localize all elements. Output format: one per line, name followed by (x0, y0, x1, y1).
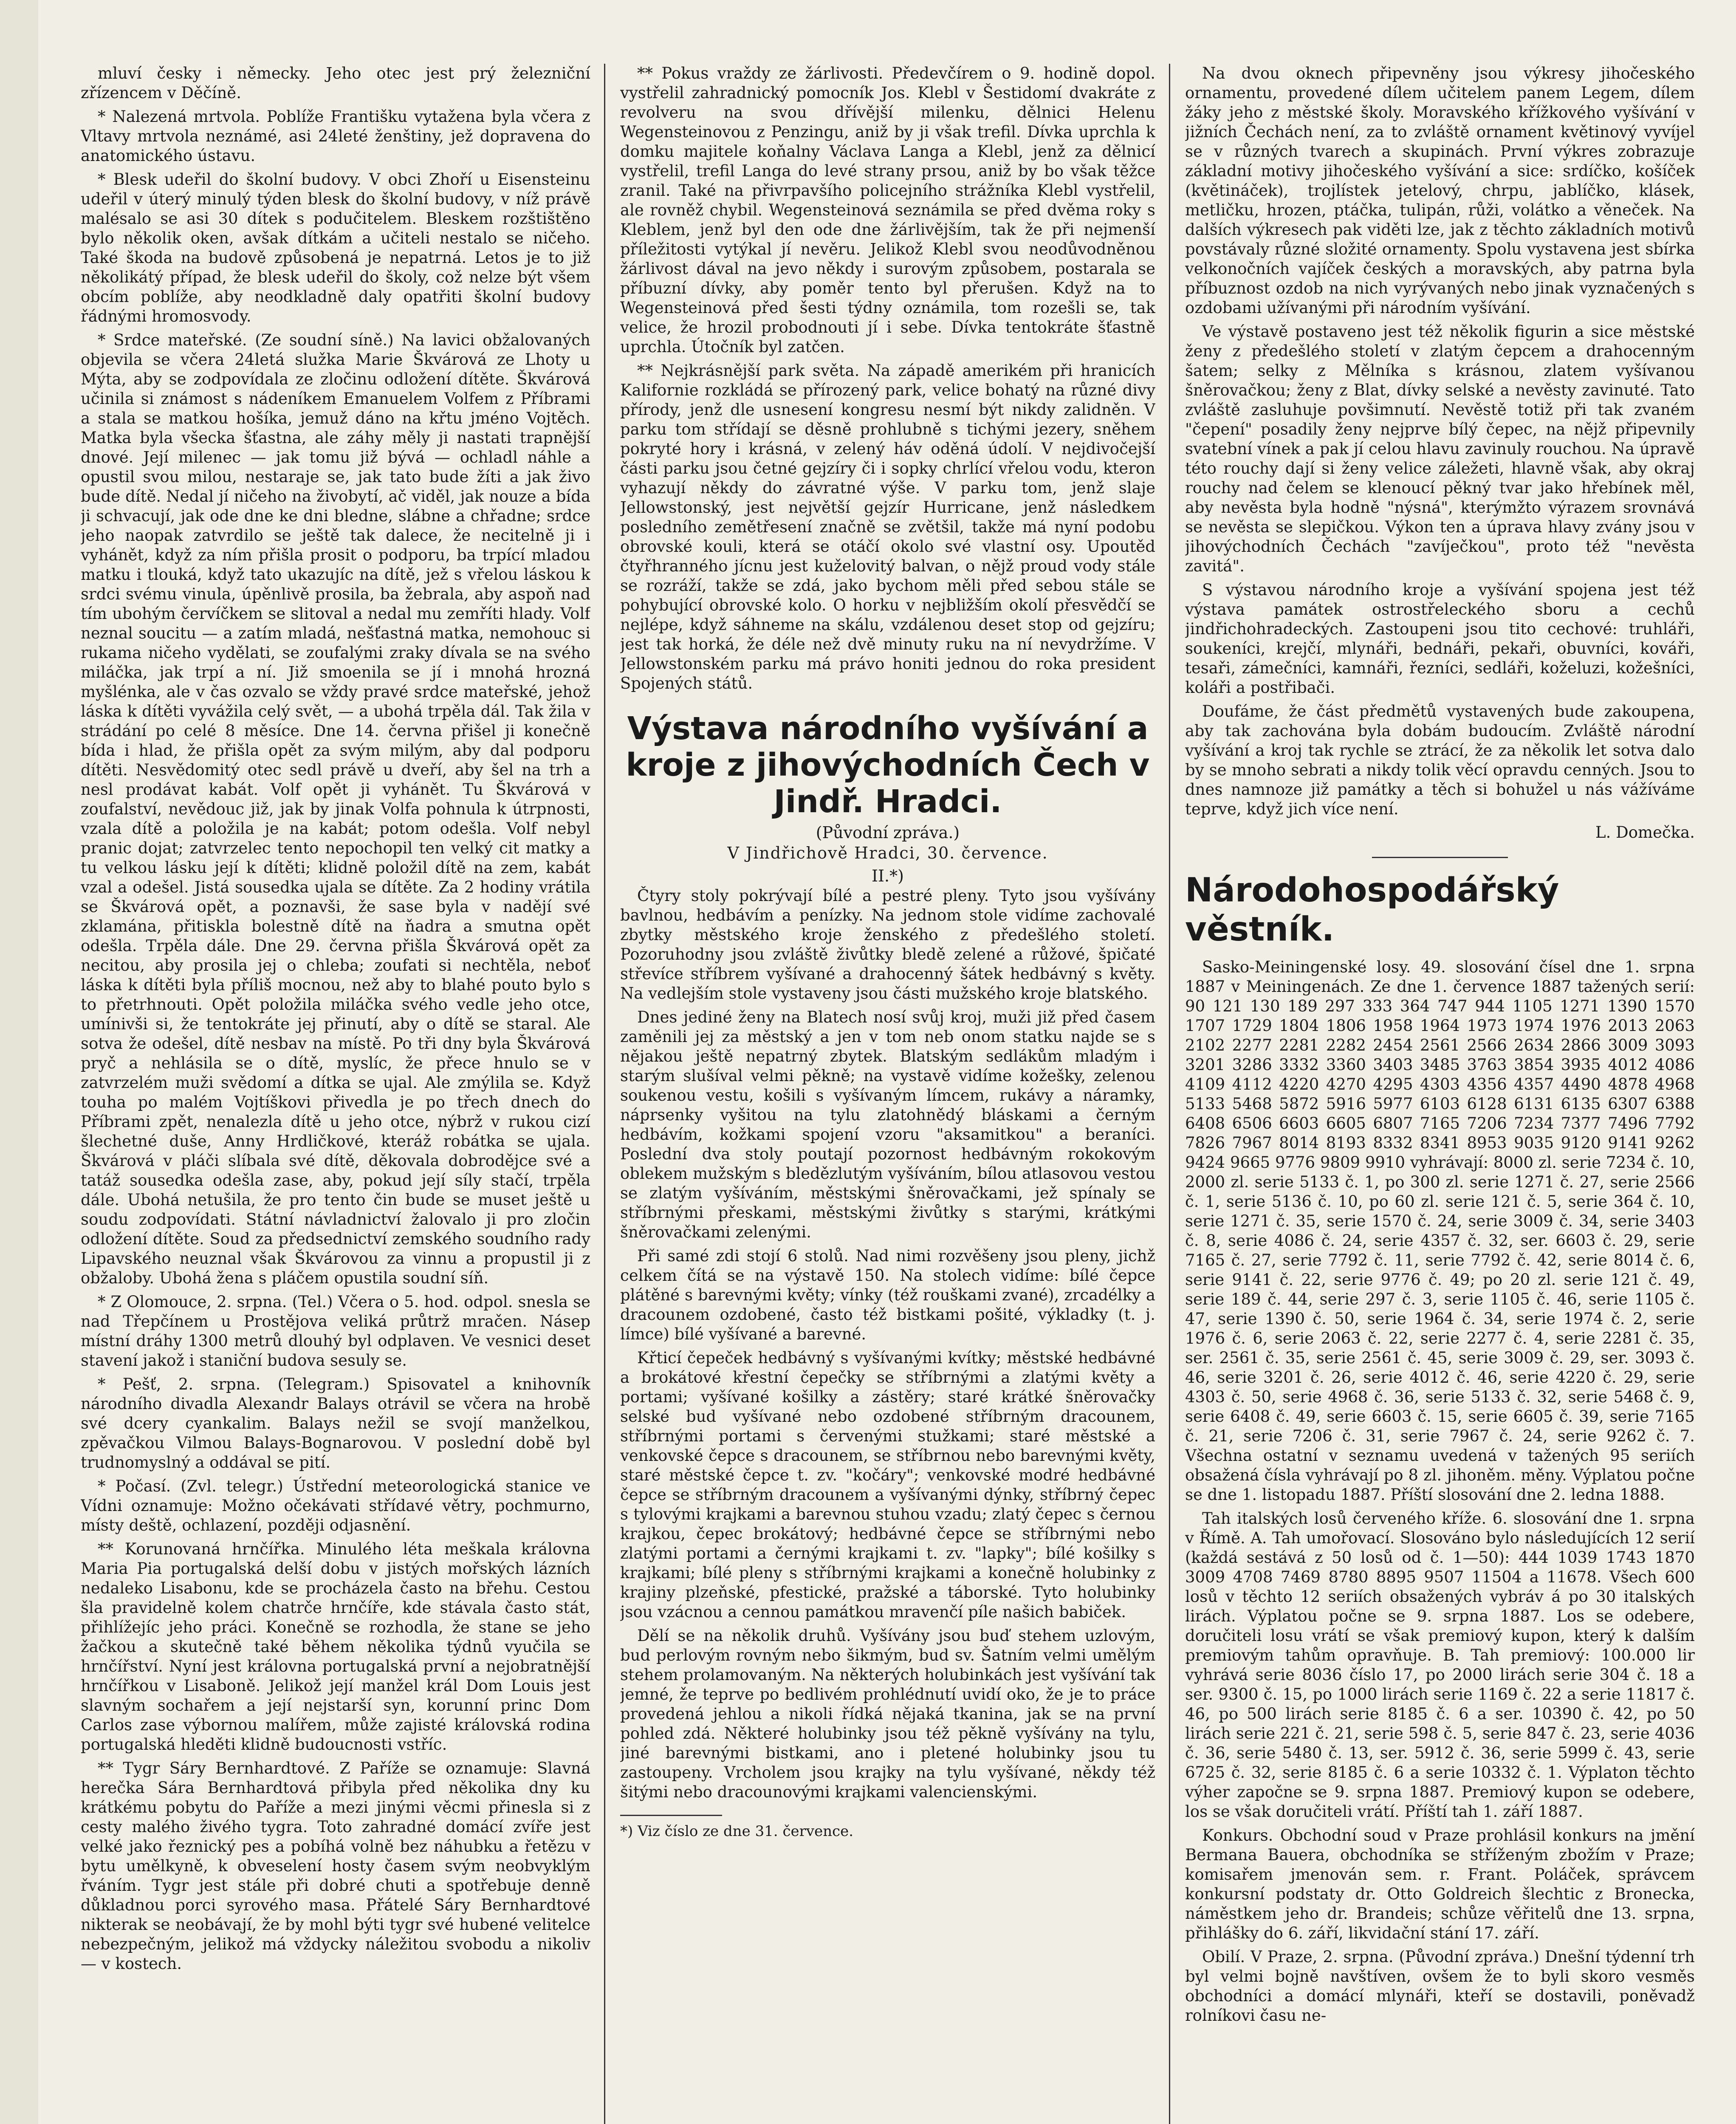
news-paragraph: ** Korunovaná hrnčířka. Minulého léta meškala královna Maria Pia portugalská delší dobu v jistých mořských lázních nedaleko Lisabonu, kde se procházela často na břehu. Cestou šla pravidelně kolem chatrče hrnčíře, kde stávala často stát, přihlížejíc jeho práci. Konečně se rozhodla, že stane se jeho žačkou a skutečně také během několika týdnů vyučila se hrnčířství. Nyní jest královna portugalská první a nejobratnější hrnčířkou v Lisaboně. Jelikož její manžel král Dom Louis jest slavným sochařem a její nejstarší syn, korunní princ Dom Carlos zase výbornou malířem, může zajisté královská rodina portugalská hleděti klidně budoucnosti vstříc. (81, 1540, 590, 1754)
economic-paragraph: Tah italských losů červeného kříže. 6. slosování dne 1. srpna v Římě. A. Tah umořovací. Slosováno bylo následujících 12 serií (každá sestává z 50 losů od č. 1—50): 444 1039 1743 1870 3009 4708 7469 8780 8895 9507 11504 a 11678. Všech 600 losů v těchto 12 seriích obsažených vybráv á po 30 italských lirách. Výplatou počne se 9. srpna 1887. Los se odebere, doručiteli losu vrátí se však premiový kupon, který k dalším premiovým tahům opravňuje. B. Tah premiový: 100.000 lir vyhrává serie 8036 číslo 17, po 2000 lirách serie 304 č. 18 a ser. 9300 č. 15, po 1000 lirách serie 1169 č. 22 a serie 11817 č. 46, po 500 lirách serie 8185 č. 6 a ser. 10390 č. 42, po 50 lirách serie 221 č. 21, serie 598 č. 5, serie 847 č. 23, serie 4036 č. 36, serie 5480 č. 13, ser. 5912 č. 36, serie 5999 č. 43, serie 6725 č. 32, serie 8185 č. 6 a serie 10332 č. 1. Výplaton těchto výher započne se 9. srpna 1887. Premiový kupon se odebere, los se však doručiteli vrátí. Příští tah 1. září 1887. (1185, 1509, 1695, 1821)
scan-margin (0, 0, 38, 2124)
author-signature: L. Domečka. (1595, 823, 1695, 842)
article-paragraph: Dělí se na několik druhů. Vyšívány jsou buď stehem uzlovým, bud perlovým rovným nebo šikmým, bud sv. Šatním velmi umělým stehem prolamovaným. Na některých holubinkách jest vyšívání tak jemné, že teprve po bedlivém prohlédnutí uvidí oko, že je to práce provedená jehlou a nikoli řídká nějaká tkanina, jak se na první pohled zdá. Některé holubinky jsou též pěkně vyšívány na tylu, jiné barevnými bistkami, ano i pletené holubinky jsou tu zastoupeny. Vrcholem jsou krajky na tylu vyšívané, někdy též šitými nebo dracounovými krajkami valencienskými. (620, 1627, 1155, 1801)
news-paragraph: * Blesk udeřil do školní budovy. V obci Zhoří u Eisensteinu udeřil v úterý minulý týden blesk do školní budovy, v níž právě malésalo se asi 30 dítek s podučitelem. Bleskem rozštištěno bylo několik oken, avšak dítkám a učiteli nestalo se ničeho. Také škoda na budově způsobená je nepatrná. Letos je to již několikátý případ, že blesk udeřil do školy, což nelze být všem obcím poblíže, aby neodkladně daly opatřiti školní budovy řádnými hromosvody. (81, 170, 590, 325)
news-paragraph: ** Pokus vraždy ze žárlivosti. Předevčírem o 9. hodině dopol. vystřelil zahradnický pomocník Jos. Klebl v Šestidomí dvakráte z revolveru na svou dřívější milenku, dělnici Helenu Wegensteinovou z Penzingu, aniž by ji však trefil. Dívka uprchla k domku majitele koňalny Václava Langa a Klebl, jenž za dělnicí vystřelil, trefil Langa do levé strany prsou, aniž by bo však těžce zranil. Také na přivrpavšího policejního strážníka Klebl vystřelil, ale rovněž chybil. Wegensteinová seznámila se před dvěma roky s Kleblem, jenž byl den ode dne žárlivějším, tak že při nejmenší příležitosti vytýkal jí nevěru. Jelikož Klebl svou neodůvodněnou žárlivost dával na jevo někdy i surovým způsobem, postarala se příbuzní dívky, aby poměr tento byl přerušen. Když na to Wegensteinová před šesti týdny oznámila, tom rozešli se, tak velice, že hrozil probodnouti jí i sebe. Dívka tentokráte šťastně uprchla. Útočník byl zatčen. (620, 64, 1155, 356)
news-paragraph: ** Nejkrásnější park světa. Na západě amerikém při hranicích Kalifornie rozkládá se přírozený park, velice bohatý na různé divy přírody, jenž dle usnesení kongresu nesmí být nikdy zalidněn. V parku tom střídají se děsně prohlubně s tichými jezery, sněhem pokryté hory i krásná, v zelený háv oděná údolí. V nejdivočejší části parku jsou četné gejzíry či i sopky chrlící vřelou vodu, kteron vyhazují někdy do závratné výše. V parku tom, jenž slaje Jellowstonský, jest největší gejzír Hurricane, jenž následkem posledního zemětřesení značně se zvětšil, takže má nyní podobu obrovské kouli, která se otáčí okolo své vlastní osy. Upoutěd čtyřhranného jícnu jest kuželovitý balvan, o nějž proud vody stále se rozráží, takže se zdá, jako bychom měli před sebou stále se pohybující obrovské kolo. O horku v nejbližším okolí přesvědčí se nejlépe, když sáhneme na skálu, vzdálenou deset stop od gejzíru; jest tak horká, že déle než dvě minuty ruku na ní nevydržíme. V Jellowstonském parku má právo honiti jednou do roka president Spojených států. (620, 362, 1155, 692)
column-3 (1185, 64, 1695, 2124)
column-rule (1169, 64, 1170, 2124)
column-2-news (620, 64, 1155, 693)
exhibition-article (620, 886, 1155, 1802)
newspaper-page (81, 64, 1695, 2124)
exhibition-footnote: *) Viz číslo ze dne 31. července. (620, 1823, 854, 1840)
article-paragraph: Křticí čepeček hedbávný s vyšívanými kvítky; městské hedbávné a brokátové křestní čepečky se stříbrnými a zlatými květy a portami; vyšívané košilky a zástěry; staré krátké šněrovačky selské bud vyšívané nebo ozdobené stříbrným dracounem, stříbrnými portami s červenými stužkami; staré městské a venkovské čepce s dracounem, se stříbrnou nebo barevnými květy, staré městské čepce t. zv. "kočáry"; venkovské modré hedbávné čepce se stříbrným dracounem a vyšívanými dýnky, stříbrný čepec s tylovými krajkami a barevnou stuhou vzadu; zlatý čepec s černou krajkou, čepec brokátový; hedbávné čepce se stříbrnými nebo zlatými portami a černými krajkami t. zv. "lapky"; bílé košilky s krajkami; bílé pleny s stříbrnými krajkami a konečně holubinky z krajiny plzeňské, pfestické, pražské a táborské. Tyto holubinky jsou vzácnou a cennou památkou mravenčí píle našich babiček. (620, 1349, 1155, 1621)
column-rule (604, 64, 605, 2124)
news-paragraph: * Nalezená mrtvola. Poblíže Františku vytažena byla včera z Vltavy mrtvola neznámé, asi 24leté ženštiny, jež dopravena do anatomického ústavu. (81, 107, 590, 165)
exhibition-part: II.*) (872, 867, 904, 885)
economic-article (1185, 957, 1695, 2025)
exhibition-continuation (1185, 64, 1695, 819)
article-paragraph: Dnes jediné ženy na Blatech nosí svůj kroj, muži již před časem zaměnili jej za městský a jen v tom neb onom statku najde se s nějakou ještě nepatrný zbytek. Blatským sedlákům mladým i starým slušíval velmi pěkně; na vystavě vidíme kožešky, zelenou soukenou vestu, košili s vyšívaným límcem, rukávy a náramky, náprsenky vyšitou na tylu zlatohnědý bláskami a černým hedbávím, kožkami spojení vzoru "aksamitkou" a beraníci. Poslední dva stoly poutají pozornost hedbávným rokokovým oblekem mužským s bledězlutým vyšíváním, bílou atlasovou vestou se zlatým vyšíváním, městskými šněrovačkami, jež spínaly se stříbrnými přeskami, městskými živůtky s starými, krátkými šněrovačkami zelenými. (620, 1008, 1155, 1241)
news-paragraph: * Srdce mateřské. (Ze soudní síně.) Na lavici obžalovaných objevila se včera 24letá služka Marie Škvárová ze Lhoty u Mýta, aby se zodpovídala ze zločinu odložení dítěte. Škvárová učinila si známost s nádeníkem Emanuelem Volfem z Příbrami a stala se matkou hošíka, jemuž dáno na křtu jméno Vojtěch. Matka byla všecka šťastna, ale záhy měly ji nastati trapnější dnové. Její milenec — jak tomu již bývá — ochladl náhle a opustil svou milou, nestaraje se, jak tato bude žíti a jak živo bude dítě. Nedal jí ničeho na živobytí, ač viděl, jak nouze a bída ji schvacují, jak ode dne ke dni bledne, slábne a chřadne; srdce jeho naopak zatvrdilo se ještě tak dalece, že necitelně ji i vyhánět, když za ním přišla prosit o podporu, ba trpící mladou matku i tlouká, když tato ukazujíc na dítě, jež s vřelou láskou k srdci svému vinula, úpěnlivě prosila, ba žebrala, aby aspoň nad tím ubohým červíčkem se slitoval a nedal mu zemříti hlady. Volf neznal soucitu — a zatím mladá, nešťastná matka, nemohouc si rukama ničeho vydělati, se zoufalými zraky dívala se na svého miláčka, jak trpí a ní. Již smoenila se jí i mnohá hrozná myšlénka, ale v čas ozvalo se vždy pravé srdce mateřské, jehož láska k dítěti vyvážila celý svět, — a ubohá trpěla dál. Tak žila v strádání po celé 8 měsíce. Dne 14. června přišel ji konečně bída i hlad, že přišla opět za svým milým, aby dal podporu dítěti. Nesvědomitý otec sedl právě u dveří, aby šel na trh a nesl prodávat kabát. Volf opět ji vyhánět. Tu Škvárová v zoufalství, nevědouc již, jak by jinak Volfa pohnula k útrpnosti, vzala dítě a položila je na kabát; potom odešla. Volf nebyl pranic dojat; zatvrzelec tento nepochopil ten velký cit matky a tu velkou lásku její k dítěti; klidně položil dítě na zem, kabát vzal a odešel. Jistá sousedka ujala se dítěte. Za 2 hodiny vrátila se Škvárová opět, a poznavši, že sase byla v nadějí své zklamána, přitiskla bolestně dítě na ňadra a smutna opět odešla. Trpěla dále. Dne 29. června přišla Škvárová opět za necitou, aby prosila jej o chleba; zoufati si nechtěla, neboť láska k dítěti byla příliš mocnou, než aby to blahé pouto bylo s to přetrhnouti. Opět položila miláčka svého vedle jeho otce, umínivši si, že tentokráte jej přinutí, aby o dítě se staral. Ale sotva že odešel, dítě nesbav na místě. Po tři dny byla Škvárová pryč a nehlásila se o dítě, myslíc, že přece hnulo se v zatvrzelém muži svědomí a dítka se ujal. Ale zmýlila se. Když touha po malém Vojtíškovi přivedla je po třech dnech do Příbrami zpět, nenalezla dítě u jeho otce, nýbrž v rukou cizí šlechetné duše, Anny Hrdličkové, kteráž robátka se ujala. Škvárová v pláči slíbala své dítě, děkovala dobrodějce své a tatáž sousedka odešla zase, aby, pokud její síly stačí, trpěla dále. Ubohá netušila, že pro tento čin bude se muset ještě u soudu zodpovídati. Státní návladnictví žalovalo ji pro zločin odložení dítěte. Soud za předsednictví zemského soudního rady Lipavského neuznal však Škvárovou za vinnu a propustil ji z obžaloby. Ubohá žena s pláčem opustila soudní síň. (81, 331, 590, 1287)
section-divider (1372, 857, 1508, 858)
news-paragraph: * Z Olomouce, 2. srpna. (Tel.) Včera o 5. hod. odpol. snesla se nad Třepčínem u Prostějova veliká průtrž mračen. Násep místní dráhy 1300 metrů dlouhý byl odplaven. Ve vesnici deset stavení jakož i staniční budova sesuly se. (81, 1293, 590, 1370)
exhibition-source: (Původní zpráva.) (816, 823, 960, 842)
exhibition-dateline: V Jindřichově Hradci, 30. července. (727, 844, 1048, 862)
exhibition-title: Výstava národního vyšívání a kroje z jihovýchodních Čech v Jindř. Hradci. (626, 710, 1150, 820)
economic-paragraph: Sasko-Meiningenské losy. 49. slosování čísel dne 1. srpna 1887 v Meiningenách. Ze dne 1. července 1887 tažených serií: 90 121 130 189 297 333 364 747 944 1105 1271 1390 1570 1707 1729 1804 1806 1958 1964 1973 1974 1976 2013 2063 2102 2277 2281 2282 2454 2561 2566 2634 2866 3009 3093 3201 3286 3332 3360 3403 3485 3763 3854 3935 4012 4086 4109 4112 4220 4270 4295 4303 4356 4357 4490 4878 4968 5133 5468 5872 5916 5977 6103 6128 6131 6135 6307 6388 6408 6506 6603 6605 6807 7165 7206 7234 7377 7496 7792 7826 7967 8014 8193 8332 8341 8953 9035 9120 9141 9262 9424 9665 9776 9809 9910 vyhrávají: 8000 zl. serie 7234 č. 10, 2000 zl. serie 5133 č. 1, po 300 zl. serie 1271 č. 27, serie 2566 č. 1, serie 5136 č. 10, po 60 zl. serie 121 č. 5, serie 364 č. 10, serie 1271 č. 35, serie 1570 č. 24, serie 3009 č. 34, serie 3403 č. 8, serie 4086 č. 24, serie 4357 č. 32, ser. 6603 č. 29, serie 7165 č. 27, serie 7792 č. 11, serie 7792 č. 42, serie 8014 č. 6, serie 9141 č. 22, serie 9776 č. 49; po 20 zl. serie 121 č. 49, serie 189 č. 44, serie 297 č. 3, serie 1105 č. 46, serie 1105 č. 47, serie 1390 č. 50, serie 1964 č. 34, serie 1974 č. 2, serie 1976 č. 6, serie 2063 č. 22, serie 2277 č. 4, serie 2281 č. 35, ser. 2561 č. 35, serie 2561 č. 45, serie 3009 č. 29, ser. 3093 č. 46, serie 3201 č. 26, serie 4012 č. 46, serie 4220 č. 29, serie 4303 č. 50, serie 4968 č. 36, serie 5133 č. 32, serie 5468 č. 9, serie 6408 č. 49, serie 6603 č. 15, serie 6605 č. 39, serie 7165 č. 21, serie 7206 č. 31, serie 7967 č. 24, serie 9262 č. 7. Všechna ostatní v seznamu uvedená v tažených 95 seriích obsažená čísla vyhrávají po 8 zl. jihoněm. měny. Výplatou počne se dne 1. listopadu 1887. Příští slosování dne 2. ledna 1888. (1185, 958, 1695, 1504)
article-paragraph: Na dvou oknech připevněny jsou výkresy jihočeského ornamentu, provedené dílem učitelem panem Legem, dílem žáky jeho z městské školy. Moravského křížkového vyšívání v jižních Čechách není, za to zvláště ornament květinový vyvíjel se v různých tvarech a skupinách. První výkres zobrazuje základní motivy jihočeského vyšívání a sice: srdíčko, košíček (květináček), trojlístek jetelový, chrpu, jablíčko, klásek, metličku, hrozen, ptáčka, tulipán, růži, volátko a věneček. Na dalších výkresech pak viděti lze, jak z těchto základních motivů povstávaly různé složité ornamenty. Spolu vystavena jest sbírka velkonočních vajíček českých a moravských, aby patrna byla příbuznost ozdob na nich vyrývaných nebo jinak vyznačených s ozdobami užívanými při národním vyšívání. (1185, 64, 1695, 317)
article-paragraph: Doufáme, že část předmětů vystavených bude zakoupena, aby tak zachována byla dobám budoucím. Zvláště národní vyšívání a kroj tak rychle se ztrácí, že za několik let sotva dalo by se mnoho sebrati a nikdy tolik věcí opravdu cenných. Jsou to dnes namnoze již památky a těch si bohužel u nás vážíváme teprve, když jich více není. (1185, 702, 1695, 818)
economic-paragraph: Konkurs. Obchodní soud v Praze prohlásil konkurs na jmění Bermana Bauera, obchodníka se stříženým zbožím v Praze; komisařem jmenován sem. r. Frant. Poláček, správcem konkursní podstaty dr. Otto Goldreich šlechtic z Bronecka, náměstkem jeho dr. Brandeis; schůze věřitelů dne 13. srpna, přihlášky do 6. září, likvidační stání 17. září. (1185, 1826, 1695, 1942)
news-paragraph: mluví česky i německy. Jeho otec jest prý železniční zřízencem v Děčíně. (81, 64, 590, 102)
economic-paragraph: Obilí. V Praze, 2. srpna. (Původní zpráva.) Dnešní týdenní trh byl velmi bojně navštíven, ovšem že to byli skoro vesměs obchodníci a domácí mlynáři, kteří se dostavili, poněvadž rolníkovi času ne- (1185, 1948, 1695, 2025)
footnote-rule (620, 1815, 722, 1816)
article-paragraph: Ve výstavě postaveno jest též několik figurin a sice městské ženy z předešlého století v zlatým čepcem a drahocenným šatem; selky z Mělníka s krásnou, zlatem vyšívanou šněrovačkou; ženy z Blat, dívky selské a nevěsty zavinuté. Tato zvláště zasluhuje povšimnutí. Nevěstě totiž při tak zvaném "čepení" posadily ženy nejprve bílý čepec, na nějž připevnily svatební vínek a pak jí celou hlavu zavinuly rouchou. Na úpravě této rouchy dají si ženy velice záležeti, hlavně však, aby okraj rouchy nad čelem se klenoucí pěkný tvar jako hřebínek měl, aby nevěsta byla hodně "nýsná", kterýmžto výrazem srovnává se nevěsta se slepičkou. Výkon ten a úprava hlavy zvány jsou v jihovýchodních Čechách "zavíječkou", proto též "nevěsta zavitá". (1185, 322, 1695, 575)
news-paragraph: * Pešť, 2. srpna. (Telegram.) Spisovatel a knihovník národního divadla Alexandr Balays otrávil se včera na hrobě své dcery cyankalim. Balays nežil se svojí manželkou, zpěvačkou Vilmou Balays-Bognarovou. V poslední době byl trudnomyslný a oddával se pití. (81, 1375, 590, 1472)
news-paragraph: ** Tygr Sáry Bernhardtové. Z Paříže se oznamuje: Slavná herečka Sára Bernhardtová přibyla před několika dny ku krátkému pobytu do Paříže a mezi jinými věcmi přinesla si z cesty malého živého tygra. Toto zahradné domácí zvíře jest velké jako řeznický pes a pobíhá volně bez náhubku a řetězu v bytu umělkyně, k obveselení hosty časem svým neobvyklým řváním. Tygr jest stále při dobré chuti a spotřebuje denně důkladnou porci syrového masa. Přátelé Sáry Bernhardtové nikterak se neobávají, že by mohl býti tygr své hubené velitelce nebezpečným, jelikož má vždycky náležitou svobodu a nikoliv — v kostech. (81, 1759, 590, 1973)
article-paragraph: Čtyry stoly pokrývají bílé a pestré pleny. Tyto jsou vyšívány bavlnou, hedbávím a penízky. Na jednom stole vidíme zachovalé zbytky městského kroje ženského z předešlého století. Pozoruhodny jsou zvláště živůtky bledě zelené a růžové, špičaté střevíce stříbrem vyšívané a drahocenný šátek hedbávný s květy. Na vedlejším stole vystaveny jsou části mužského kroje blatského. (620, 887, 1155, 1003)
article-paragraph: Při samé zdi stojí 6 stolů. Nad nimi rozvěšeny jsou pleny, jichž celkem čítá se na výstavě 150. Na stolech vidíme: bílé čepce plátěné s barevnými květy; vínky (též rouškami zvané), zrcadélky a dracounem ozdobené, často též bistkami pošité, výkladky (t. j. límce) bílé vyšívané a barevné. (620, 1247, 1155, 1343)
news-paragraph: * Počasí. (Zvl. telegr.) Ústřední meteorologická stanice ve Vídni oznamuje: Možno očekávati střídavé větry, pochmurno, místy deště, ochlazení, později odjasnění. (81, 1477, 590, 1534)
economic-section-title: Národohospodářský věstník. (1185, 871, 1559, 949)
column-2 (620, 64, 1155, 2124)
column-1 (81, 64, 590, 2124)
article-paragraph: S výstavou národního kroje a vyšívání spojena jest též výstava památek ostrostřeleckého sboru a cechů jindřichohradeckých. Zastoupeni jsou tito cechové: truhláři, soukeníci, krejčí, mlynáři, bednáři, pekaři, obuvníci, kováři, tesaři, zámečníci, kamnáři, řezníci, sedláři, koželuzi, kožešníci, koláři a postřibači. (1185, 581, 1695, 697)
